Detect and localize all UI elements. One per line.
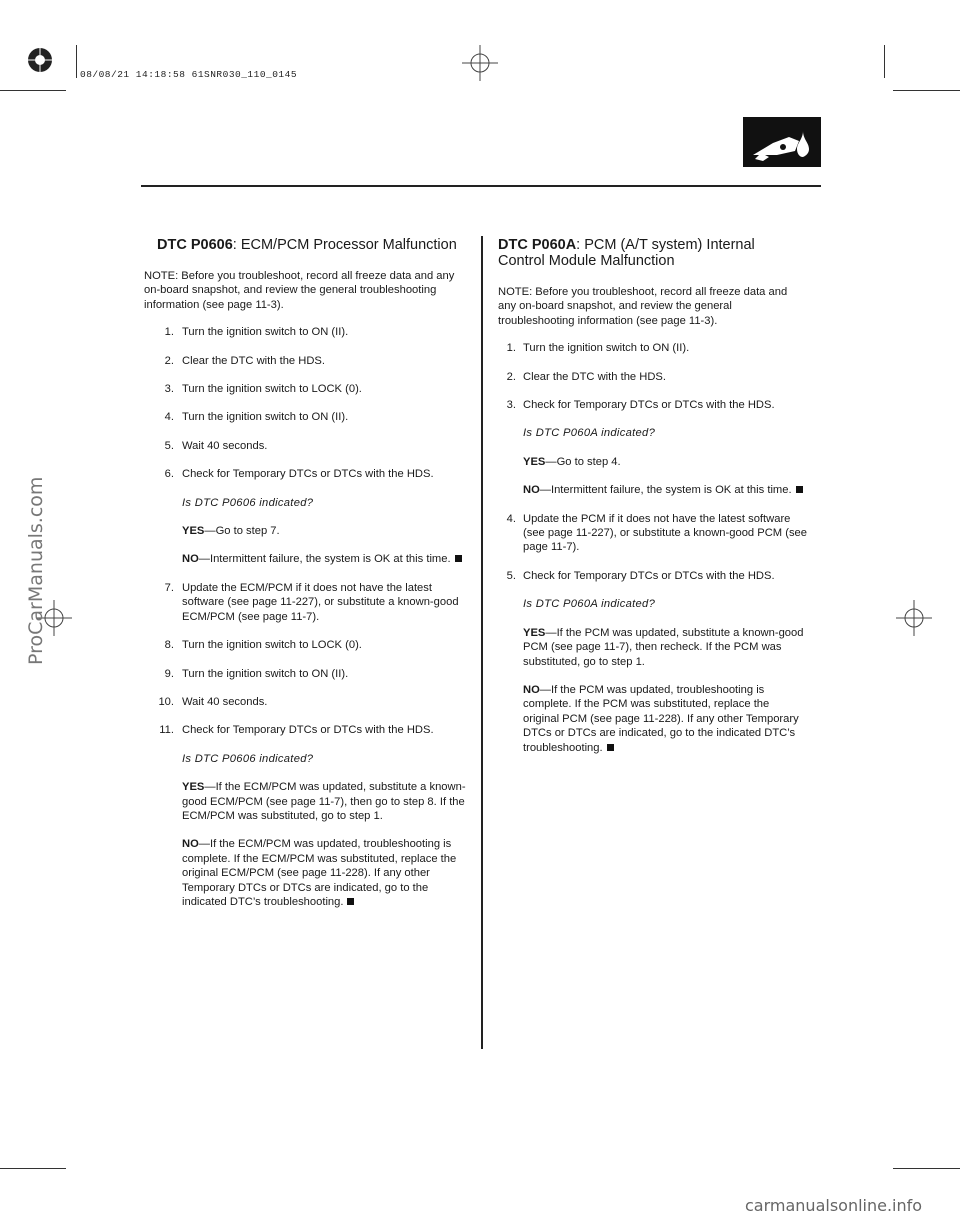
bottom-watermark: carmanualsonline.info <box>745 1196 923 1215</box>
question: Is DTC P0606 indicated? <box>182 496 314 509</box>
step-list <box>498 341 808 412</box>
registration-mark-icon <box>20 40 80 100</box>
step-item: 11. Check for Temporary DTCs or DTCs with the HDS. <box>159 724 434 737</box>
header-rule <box>141 185 821 187</box>
step-item: 3. Turn the ignition switch to LOCK (0). <box>164 383 362 396</box>
question: Is DTC P0606 indicated? <box>182 752 314 765</box>
yes-answer: YES—If the PCM was updated, substitute a known-good PCM (see page 11-7), then recheck. If the PCM was substituted, go to step 1. <box>523 626 804 668</box>
dtc-code: DTC P060A <box>498 237 577 253</box>
end-mark-icon <box>455 555 462 562</box>
column-divider <box>481 236 483 1049</box>
step-item: 10. Wait 40 seconds. <box>158 695 268 708</box>
yes-answer: YES—Go to step 4. <box>523 455 621 468</box>
step-item: 7. Update the ECM/PCM if it does not have the latest software (see page 11-227), or substitute a known-good ECM/PCM (see page 11-7). <box>164 581 459 623</box>
step-item: 8. Turn the ignition switch to LOCK (0). <box>164 639 362 652</box>
left-column <box>144 237 466 909</box>
question: Is DTC P060A indicated? <box>523 427 656 440</box>
yes-answer: YES—Go to step 7. <box>182 525 280 538</box>
step-item: 5. Check for Temporary DTCs or DTCs with the HDS. <box>506 569 775 582</box>
left-heading <box>144 237 466 253</box>
no-answer: NO—If the ECM/PCM was updated, troubleshooting is complete. If the ECM/PCM was substituted, replace the original ECM/PCM (see page 11-228). If any other Temporary DTCs or DTCs are indicated, go to the indicated DTC’s troubleshooting. <box>182 838 457 908</box>
yes-answer: YES—If the ECM/PCM was updated, substitute a known-good ECM/PCM (see page 11-7), then go to step 8. If the ECM/PCM was substituted, go to step 1. <box>182 781 466 822</box>
no-answer: NO—If the PCM was updated, troubleshooting is complete. If the PCM was substituted, replace the original PCM (see page 11-228). If any other Temporary DTCs or DTCs are indicated, go to the indicated DTC’s troubleshooting. <box>523 683 799 754</box>
step-item: 4. Update the PCM if it does not have the latest software (see page 11-227), or substitute a known-good PCM (see page 11-7). <box>506 512 807 554</box>
step-item: 2. Clear the DTC with the HDS. <box>164 354 325 367</box>
print-stamp: 08/08/21 14:18:58 61SNR030_110_0145 <box>80 69 298 80</box>
end-mark-icon <box>607 744 614 751</box>
target-mark-icon <box>896 600 932 636</box>
step-item: 6. Check for Temporary DTCs or DTCs with the HDS. <box>164 468 434 481</box>
no-answer: NO—Intermittent failure, the system is OK at this time. <box>144 552 466 566</box>
end-mark-icon <box>347 898 354 905</box>
dtc-title: : PCM (A/T system) Internal Control Module Malfunction <box>498 237 755 269</box>
step-item: 1. Turn the ignition switch to ON (II). <box>506 342 690 355</box>
dtc-title: : ECM/PCM Processor Malfunction <box>232 237 457 253</box>
right-column <box>498 237 808 755</box>
note: NOTE: Before you troubleshoot, record all freeze data and any on-board snapshot, and review the general troubleshooting information (see page 11-3). <box>498 286 788 327</box>
end-mark-icon <box>796 486 803 493</box>
step-item: 9. Turn the ignition switch to ON (II). <box>164 667 349 680</box>
step-list <box>498 512 808 584</box>
fuel-nozzle-icon <box>743 117 821 167</box>
step-item: 5. Wait 40 seconds. <box>164 439 268 452</box>
step-item: 3. Check for Temporary DTCs or DTCs with the HDS. <box>506 399 775 412</box>
no-answer: NO—Intermittent failure, the system is OK at this time. <box>498 483 808 497</box>
step-list <box>144 581 466 738</box>
dtc-code: DTC P0606 <box>157 237 233 253</box>
side-watermark: ProCarManuals.com <box>25 476 47 665</box>
step-item: 2. Clear the DTC with the HDS. <box>506 370 666 383</box>
step-list <box>144 325 466 481</box>
step-item: 1. Turn the ignition switch to ON (II). <box>164 326 349 339</box>
step-item: 4. Turn the ignition switch to ON (II). <box>164 411 349 424</box>
note: NOTE: Before you troubleshoot, record all freeze data and any on-board snapshot, and review the general troubleshooting information (see page 11-3). <box>144 270 455 311</box>
question: Is DTC P060A indicated? <box>523 598 656 611</box>
right-heading <box>498 237 778 269</box>
target-mark-icon <box>462 45 498 81</box>
